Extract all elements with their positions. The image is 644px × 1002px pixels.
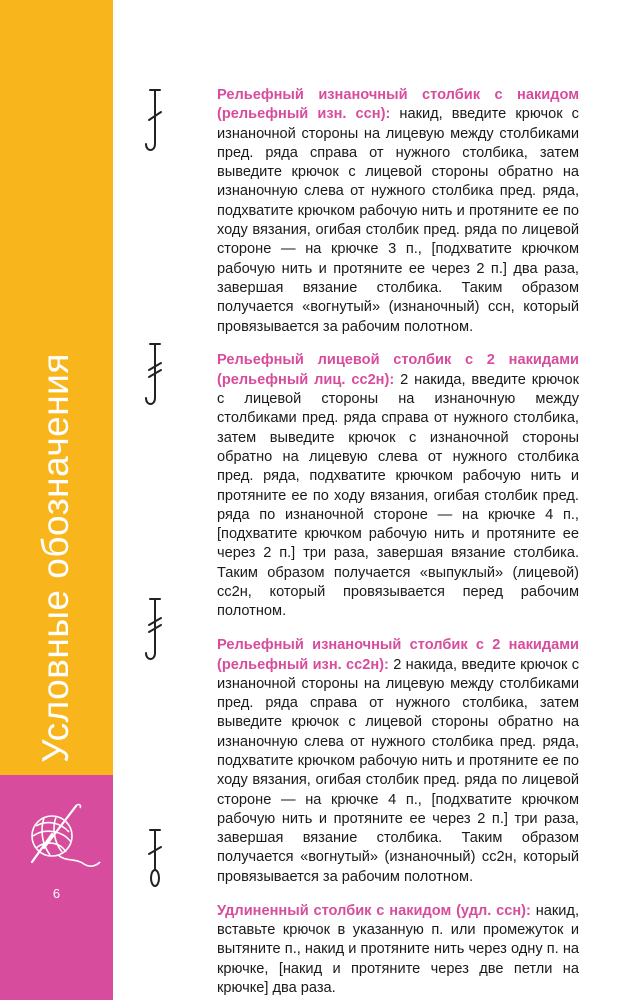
entry-term: Рельефный изнаночный столбик с накидом (рельефный изн. ссн): (217, 87, 579, 123)
entry-text: накид, вставьте крючок в указанную п. или промежуток и вытяните п., накид и протяните нить через одну п. на крючке, [накид и протяните через две петли на крючке] два раза. (217, 902, 580, 996)
page-number: 6 (52, 886, 61, 901)
entry-term: Рельефный изнаночный столбик с 2 накидами (рельефный изн. сс2н): (217, 637, 579, 673)
entry-term: Удлиненный столбик с накидом (удл. ссн): (217, 902, 531, 919)
front-post-treble-crochet-symbol-icon (144, 340, 166, 410)
entry-back-post-tr (217, 636, 579, 887)
entry-text: 2 накида, введите крючок с изнаночной стороны на лицевую между столбиками пред. ряда справа от нужного столбика, затем выведите крючок с лицевой стороны обратно на изнаночную слева от нужного столбика пред. ряда, подхватите крючком рабочую нить и протяните ее по ходу вязания, огибая столбик пред. ряда по лицевой стороне — на крючке 4 п., [подхватите крючком рабочую нить и протяните ее через 2 п.] три раза, завершая вязание столбика. Таким образом получается «вогнутый» (изнаночный) сс2н, который провязывается за рабочим полотном. (217, 656, 580, 885)
yarn-ball-with-hook-icon (14, 800, 104, 878)
entry-back-post-dc (217, 86, 579, 337)
back-post-double-crochet-symbol-icon (144, 86, 166, 156)
entry-term: Рельефный лицевой столбик с 2 накидами (рельефный лиц. сс2н): (217, 352, 579, 388)
entry-extended-dc (217, 902, 579, 998)
extended-double-crochet-symbol-icon (144, 826, 166, 896)
sidebar-title: Условные обозначения (35, 353, 76, 763)
entry-front-post-tr (217, 351, 579, 621)
entry-text: накид, введите крючок с изнаночной стороны на лицевую между столбиками пред. ряда справа от нужного столбика, затем выведите крючок с лицевой стороны обратно на изнаночную слева от нужного столбика пред. ряда, подхватите крючком рабочую нить и протяните ее по ходу вязания, огибая столбик пред. ряда по лицевой стороне — на крючке 3 п., [подхватите крючком рабочую нить и протяните ее через 2 п.] два раза, завершая вязание столбика. Таким образом получается «вогнутый» (изнаночный) ссн, который провязывается за рабочим полотном. (217, 106, 579, 335)
content-column (217, 86, 579, 1002)
entry-text: 2 накида, введите крючок с лицевой стороны на изнаночную между столбиками пред. ряда справа от нужного столбика, затем выведите крючок с изнаночной стороны обратно на лицевую слева от нужного столбика пред. ряда, подхватите крючком рабочую нить и протяните ее по ходу вязания, огибая столбик пред. ряда по изнаночной стороне — на крючке 4 п., [подхватите крючком рабочую нить и протяните ее через 2 п.] три раза, завершая вязание столбика. Таким образом получается «выпуклый» (лицевой) сс2н, который провязывается перед рабочим полотном. (217, 371, 579, 620)
back-post-treble-crochet-symbol-icon (144, 595, 166, 665)
